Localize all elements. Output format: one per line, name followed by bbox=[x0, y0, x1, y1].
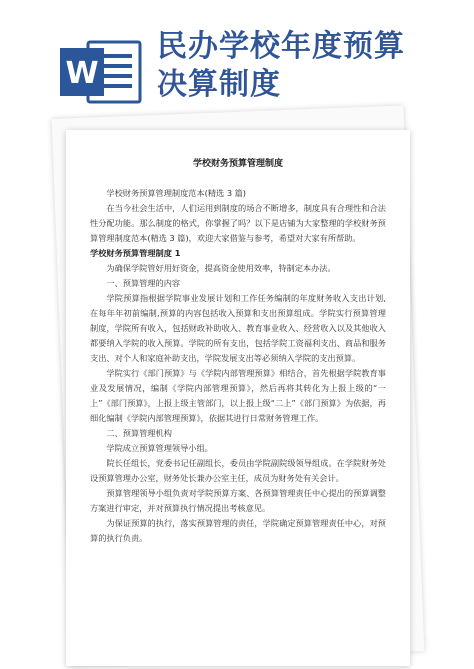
word-document-icon bbox=[58, 40, 142, 104]
paragraph: 学院预算指根据学院事业发展计划和工作任务编制的年度财务收入支出计划,在每年年初前编制,预算的内容包括收入预算和支出预算组成。学院实行预算管理制度，学院所有收入，包括财政补助收入、教育事业收入、经营收入以及其他收入都要纳入学院的收入预算。学院的所有支出，包括学院工资福利支出、商品和服务支出、对个人和家庭补助支出，学院发展支出等必须纳入学院的支出预算。 bbox=[90, 293, 386, 363]
paragraph: 二、预算管理机构 bbox=[106, 428, 172, 438]
paragraph: 一、预算管理的内容 bbox=[106, 278, 181, 288]
word-logo-letter: W bbox=[65, 56, 99, 91]
paragraph: 为确保学院管好用好资金，提高资金使用效率，特制定本办法。 bbox=[106, 263, 336, 273]
banner-header bbox=[0, 0, 474, 120]
banner-title bbox=[157, 28, 462, 104]
banner-title-line1: 民办学校年度预算 bbox=[157, 29, 405, 64]
paragraph: 预算管理领导小组负责对学院预算方案、各预算管理责任中心提出的预算调整方案进行审定，并对预算执行情况提出考核意见。 bbox=[90, 488, 386, 513]
paragraph: 学院成立预算管理领导小组。 bbox=[106, 443, 213, 453]
document-page bbox=[66, 130, 410, 666]
paragraph: 为保证预算的执行，落实预算管理的责任，学院确定预算管理责任中心，对预算的执行负责。 bbox=[90, 518, 386, 543]
document-body bbox=[90, 186, 386, 546]
document-title: 学校财务预算管理制度 bbox=[192, 159, 283, 169]
section-heading: 学校财务预算管理制度 1 bbox=[90, 248, 181, 258]
banner-title-line2: 决算制度 bbox=[157, 67, 281, 102]
paragraph: 院长任组长，党委书记任副组长，委员由学院副院级领导组成。在学院财务处设预算管理办公室，财务处长兼办公室主任，成员为财务处有关会计。 bbox=[90, 458, 386, 483]
paragraph: 学院实行《部门预算》与《学院内部管理预算》相结合，首先根据学院教育事业及发展情况，编制《学院内部管理预算》，然后再将其转化为上报上级的“一上”《部门预算》，上报上级主管部门，以上报上级“二上”《部门预算》为依据，再细化编制《学院内部管理预算》，依据其进行日常财务管理工作。 bbox=[90, 368, 386, 423]
paragraph: 在当今社会生活中，人们运用到制度的场合不断增多，制度具有合理性和合法性分配功能。那么制度的格式，你掌握了吗？以下是店铺为大家整理的学校财务预算管理制度范本(精选 3 篇)，欢迎大家借鉴与参考，希望对大家有所帮助。 bbox=[90, 203, 386, 243]
paragraph: 学校财务预算管理制度范本(精选 3 篇) bbox=[106, 188, 247, 198]
